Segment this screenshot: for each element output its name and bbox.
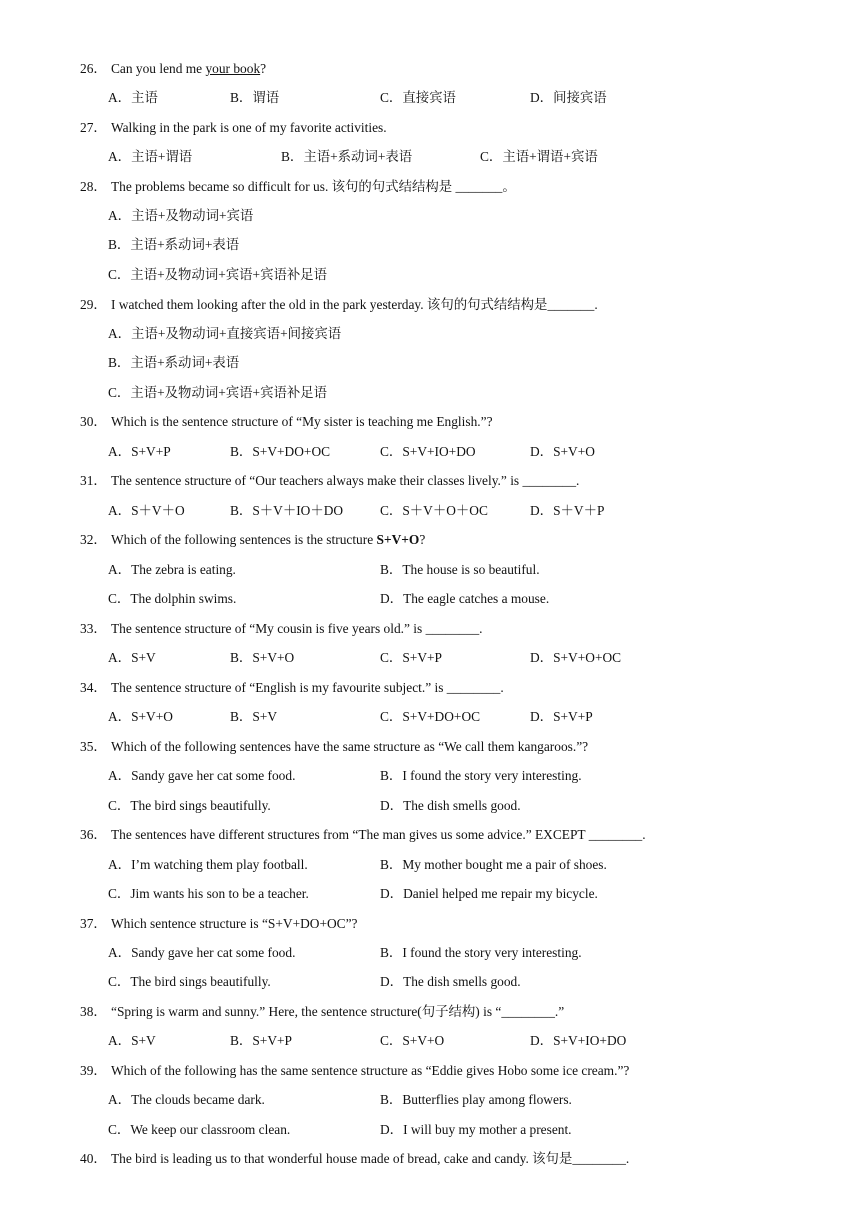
option-text: S+V+O+OC xyxy=(553,650,622,665)
option-text: S+V xyxy=(131,650,156,665)
question-stem xyxy=(80,679,504,697)
option-text: The dish smells good. xyxy=(403,974,521,989)
question-text: Can you lend me xyxy=(111,61,206,76)
option-letter: A． xyxy=(108,503,132,518)
question-text: The sentence structure of “My cousin is five years old.” is ________. xyxy=(111,621,483,636)
option-letter: A． xyxy=(108,90,132,105)
option-letter: C． xyxy=(108,385,131,400)
option-letter: D． xyxy=(530,444,554,459)
question-stem xyxy=(80,472,579,490)
option-text: 主语+及物动词+直接宾语+间接宾语 xyxy=(131,326,342,341)
option-letter: D． xyxy=(530,503,554,518)
underlined-text: your book xyxy=(205,61,261,76)
option-text: My mother bought me a pair of shoes. xyxy=(402,857,607,872)
answer-option xyxy=(530,89,607,107)
option-letter: C． xyxy=(380,503,403,518)
option-text: S＋V＋O xyxy=(131,503,185,518)
question-text: Walking in the park is one of my favorite activities. xyxy=(111,120,387,135)
option-letter: B． xyxy=(230,503,253,518)
option-text: S+V xyxy=(131,1033,156,1048)
option-letter: A． xyxy=(108,444,132,459)
option-letter: B． xyxy=(230,444,253,459)
answer-option xyxy=(108,797,271,815)
answer-option xyxy=(380,1121,572,1139)
question-number: 39． xyxy=(80,1063,107,1078)
question-stem xyxy=(80,413,493,431)
option-letter: D． xyxy=(380,974,404,989)
answer-option xyxy=(230,89,279,107)
question-stem xyxy=(80,119,387,137)
option-text: S+V+P xyxy=(252,1033,292,1048)
option-letter: A． xyxy=(108,945,132,960)
option-letter: C． xyxy=(380,1033,403,1048)
question-number: 30． xyxy=(80,414,107,429)
answer-option xyxy=(108,649,156,667)
question-number: 29． xyxy=(80,297,107,312)
answer-option xyxy=(380,708,480,726)
answer-option xyxy=(108,708,173,726)
option-text: Jim wants his son to be a teacher. xyxy=(130,886,309,901)
question-text: ? xyxy=(260,61,267,76)
option-letter: D． xyxy=(530,709,554,724)
option-text: Sandy gave her cat some food. xyxy=(131,768,296,783)
option-text: Butterflies play among flowers. xyxy=(402,1092,572,1107)
question-text: The sentence structure of “Our teachers always make their classes lively.” is ________. xyxy=(111,473,580,488)
answer-option xyxy=(230,502,343,520)
option-letter: C． xyxy=(380,444,403,459)
option-text: 谓语 xyxy=(252,90,280,105)
question-text: The sentences have different structures from “The man gives us some advice.” EXCEPT ________. xyxy=(111,827,646,842)
answer-option xyxy=(230,708,277,726)
option-text: 主语+系动词+表语 xyxy=(303,149,413,164)
question-stem xyxy=(80,178,516,196)
option-letter: C． xyxy=(108,974,131,989)
answer-option xyxy=(380,885,598,903)
option-text: The house is so beautiful. xyxy=(402,562,540,577)
question-text: Which of the following sentences have the same structure as “We call them kangaroos.”? xyxy=(111,739,589,754)
question-number: 40． xyxy=(80,1151,107,1166)
option-text: S+V+P xyxy=(131,444,171,459)
option-text: I found the story very interesting. xyxy=(402,768,582,783)
answer-option xyxy=(530,1032,626,1050)
answer-option xyxy=(530,649,621,667)
option-text: 主语+系动词+表语 xyxy=(130,355,240,370)
option-letter: B． xyxy=(108,355,131,370)
question-text: “Spring is warm and sunny.” Here, the sentence structure(句子结构) is “________.” xyxy=(111,1004,565,1019)
option-text: S＋V＋IO＋DO xyxy=(252,503,344,518)
answer-option xyxy=(108,325,341,343)
answer-option xyxy=(480,148,598,166)
question-stem xyxy=(80,296,598,314)
option-letter: B． xyxy=(380,1092,403,1107)
answer-option xyxy=(108,148,192,166)
answer-option xyxy=(108,266,327,284)
answer-option xyxy=(380,767,582,785)
answer-option xyxy=(108,384,327,402)
question-number: 35． xyxy=(80,739,107,754)
answer-option xyxy=(108,236,239,254)
option-letter: D． xyxy=(530,90,554,105)
answer-option xyxy=(108,767,295,785)
option-text: 主语+谓语 xyxy=(131,149,193,164)
question-text: Which of the following has the same sentence structure as “Eddie gives Hobo some ice cream.”? xyxy=(111,1063,630,1078)
option-text: The eagle catches a mouse. xyxy=(403,591,550,606)
option-text: 间接宾语 xyxy=(553,90,607,105)
answer-option xyxy=(108,973,271,991)
option-letter: D． xyxy=(380,798,404,813)
question-text: ? xyxy=(419,532,426,547)
option-letter: A． xyxy=(108,857,132,872)
question-number: 34． xyxy=(80,680,107,695)
option-text: 主语+谓语+宾语 xyxy=(502,149,598,164)
answer-option xyxy=(108,502,185,520)
answer-option xyxy=(108,1121,290,1139)
option-text: 主语+及物动词+宾语+宾语补足语 xyxy=(130,267,328,282)
option-text: S＋V＋O＋OC xyxy=(402,503,488,518)
option-letter: D． xyxy=(380,886,404,901)
question-stem xyxy=(80,531,425,549)
question-number: 33． xyxy=(80,621,107,636)
answer-option xyxy=(380,649,442,667)
answer-option xyxy=(380,1032,444,1050)
option-letter: A． xyxy=(108,650,132,665)
answer-option xyxy=(380,590,549,608)
question-text: Which sentence structure is “S+V+DO+OC”? xyxy=(111,916,358,931)
option-text: The dish smells good. xyxy=(403,798,521,813)
option-text: I found the story very interesting. xyxy=(402,945,582,960)
option-text: S+V+O xyxy=(252,650,295,665)
answer-option xyxy=(380,502,488,520)
question-number: 26． xyxy=(80,61,107,76)
option-letter: C． xyxy=(480,149,503,164)
option-text: Daniel helped me repair my bicycle. xyxy=(403,886,598,901)
question-number: 27． xyxy=(80,120,107,135)
answer-option xyxy=(108,590,236,608)
answer-option xyxy=(108,1032,156,1050)
question-number: 36． xyxy=(80,827,107,842)
option-text: The bird sings beautifully. xyxy=(130,974,271,989)
answer-option xyxy=(230,649,294,667)
option-letter: C． xyxy=(108,798,131,813)
answer-option xyxy=(530,708,593,726)
option-letter: B． xyxy=(108,237,131,252)
question-number: 31． xyxy=(80,473,107,488)
answer-option xyxy=(380,443,476,461)
option-letter: B． xyxy=(230,1033,253,1048)
option-letter: B． xyxy=(281,149,304,164)
answer-option xyxy=(530,502,604,520)
answer-option xyxy=(230,1032,292,1050)
option-text: S+V+O xyxy=(553,444,595,459)
option-text: The dolphin swims. xyxy=(130,591,237,606)
option-text: S+V+P xyxy=(553,709,593,724)
answer-option xyxy=(380,89,456,107)
option-text: 主语+及物动词+宾语+宾语补足语 xyxy=(130,385,328,400)
option-letter: B． xyxy=(380,945,403,960)
option-text: S+V xyxy=(252,709,277,724)
question-text: The problems became so difficult for us. 该句的句式结结构是 _______。 xyxy=(111,179,516,194)
question-stem xyxy=(80,738,588,756)
option-text: S+V+IO+DO xyxy=(402,444,476,459)
option-text: I will buy my mother a present. xyxy=(403,1122,572,1137)
answer-option xyxy=(380,561,540,579)
answer-option xyxy=(380,856,607,874)
option-letter: C． xyxy=(380,709,403,724)
answer-option xyxy=(108,89,158,107)
question-text: Which is the sentence structure of “My sister is teaching me English.”? xyxy=(111,414,493,429)
option-letter: C． xyxy=(108,591,131,606)
option-text: Sandy gave her cat some food. xyxy=(131,945,296,960)
option-text: We keep our classroom clean. xyxy=(130,1122,291,1137)
question-stem xyxy=(80,620,483,638)
option-letter: B． xyxy=(380,562,403,577)
option-letter: A． xyxy=(108,149,132,164)
option-text: S+V+DO+OC xyxy=(252,444,331,459)
option-letter: D． xyxy=(530,650,554,665)
option-letter: D． xyxy=(380,1122,404,1137)
question-text: Which of the following sentences is the structure xyxy=(111,532,377,547)
option-letter: B． xyxy=(230,709,253,724)
answer-option xyxy=(108,561,236,579)
answer-option xyxy=(108,207,253,225)
answer-option xyxy=(230,443,330,461)
answer-option xyxy=(108,856,308,874)
option-text: I’m watching them play football. xyxy=(131,857,308,872)
question-number: 38． xyxy=(80,1004,107,1019)
option-letter: A． xyxy=(108,1033,132,1048)
option-letter: D． xyxy=(380,591,404,606)
option-text: S+V+IO+DO xyxy=(553,1033,627,1048)
bold-text: S+V+O xyxy=(376,532,420,547)
answer-option xyxy=(108,944,295,962)
question-number: 37． xyxy=(80,916,107,931)
option-letter: B． xyxy=(380,857,403,872)
option-letter: A． xyxy=(108,709,132,724)
option-letter: C． xyxy=(380,650,403,665)
option-text: S+V+O xyxy=(131,709,173,724)
option-letter: A． xyxy=(108,768,132,783)
question-stem xyxy=(80,60,266,78)
question-stem xyxy=(80,826,646,844)
option-text: 主语+系动词+表语 xyxy=(130,237,240,252)
option-letter: B． xyxy=(230,650,253,665)
option-text: S+V+DO+OC xyxy=(402,709,481,724)
option-text: S＋V＋P xyxy=(553,503,605,518)
answer-option xyxy=(380,797,521,815)
question-stem xyxy=(80,1062,629,1080)
option-letter: A． xyxy=(108,208,132,223)
option-letter: C． xyxy=(108,886,131,901)
option-text: S+V+O xyxy=(402,1033,445,1048)
answer-option xyxy=(108,885,309,903)
option-letter: B． xyxy=(380,768,403,783)
option-letter: C． xyxy=(108,1122,131,1137)
answer-option xyxy=(380,1091,572,1109)
option-text: The zebra is eating. xyxy=(131,562,236,577)
answer-option xyxy=(380,973,521,991)
question-stem xyxy=(80,915,358,933)
option-letter: A． xyxy=(108,562,132,577)
option-letter: D． xyxy=(530,1033,554,1048)
option-text: The bird sings beautifully. xyxy=(130,798,271,813)
option-text: 主语 xyxy=(131,90,158,105)
option-text: 直接宾语 xyxy=(402,90,456,105)
option-letter: A． xyxy=(108,1092,132,1107)
answer-option xyxy=(380,944,582,962)
question-number: 32． xyxy=(80,532,107,547)
answer-option xyxy=(530,443,595,461)
option-text: 主语+及物动词+宾语 xyxy=(131,208,254,223)
answer-option xyxy=(281,148,412,166)
question-text: The sentence structure of “English is my favourite subject.” is ________. xyxy=(111,680,504,695)
question-stem xyxy=(80,1150,629,1168)
option-letter: C． xyxy=(380,90,403,105)
option-text: S+V+P xyxy=(402,650,442,665)
question-number: 28． xyxy=(80,179,107,194)
option-letter: C． xyxy=(108,267,131,282)
question-stem xyxy=(80,1003,564,1021)
question-text: I watched them looking after the old in the park yesterday. 该句的句式结结构是_______. xyxy=(111,297,598,312)
answer-option xyxy=(108,443,171,461)
answer-option xyxy=(108,1091,265,1109)
answer-option xyxy=(108,354,239,372)
option-letter: A． xyxy=(108,326,132,341)
question-text: The bird is leading us to that wonderful house made of bread, cake and candy. 该句是________. xyxy=(111,1151,630,1166)
option-letter: B． xyxy=(230,90,253,105)
option-text: The clouds became dark. xyxy=(131,1092,265,1107)
